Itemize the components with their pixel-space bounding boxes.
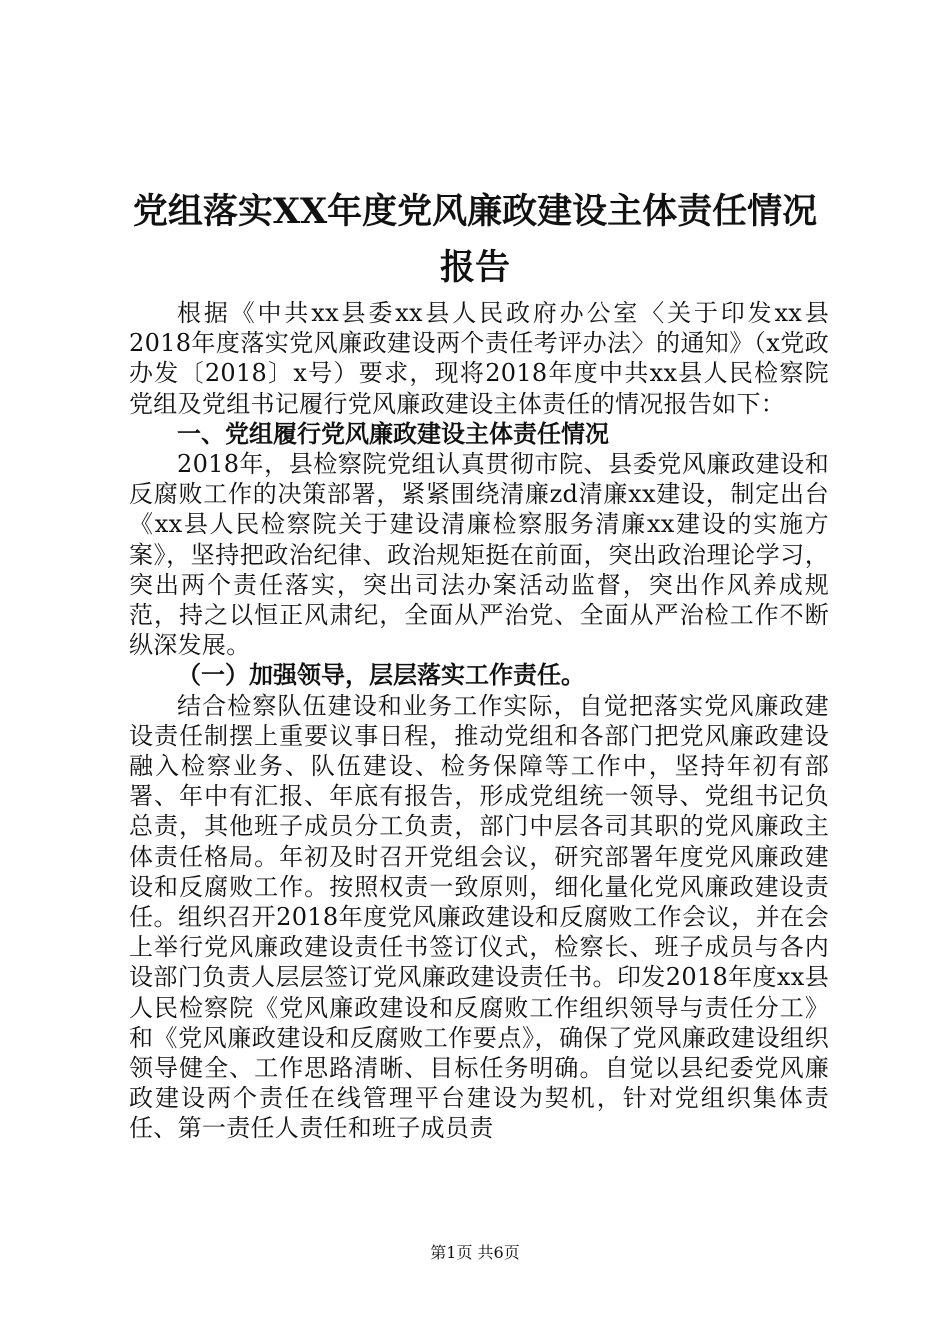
document-body <box>129 298 829 1144</box>
intro-paragraph: 根据《中共xx县委xx县人民政府办公室〈关于印发xx县2018年度落实党风廉政建设两个责任考评办法〉的通知》（x党政办发〔2018〕x号）要求，现将2018年度中共xx县人民检察院党组及党组书记履行党风廉政建设主体责任的情况报告如下： <box>129 299 829 418</box>
subsection-paragraph: 结合检察队伍建设和业务工作实际，自觉把落实党风廉政建设责任制摆上重要议事日程，推动党组和各部门把党风廉政建设融入检察业务、队伍建设、检务保障等工作中，坚持年初有部署、年中有汇报、年底有报告，形成党组统一领导、党组书记负总责，其他班子成员分工负责，部门中层各司其职的党风廉政主体责任格局。年初及时召开党组会议，研究部署年度党风廉政建设和反腐败工作。按照权责一致原则，细化量化党风廉政建设责任。组织召开2018年度党风廉政建设和反腐败工作会议，并在会上举行党风廉政建设责任书签订仪式，检察长、班子成员与各内设部门负责人层层签订党风廉政建设责任书。印发2018年度xx县人民检察院《党风廉政建设和反腐败工作组织领导与责任分工》和《党风廉政建设和反腐败工作要点》，确保了党风廉政建设组织领导健全、工作思路清晰、目标任务明确。自觉以县纪委党风廉政建设两个责任在线管理平台建设为契机，针对党组织集体责任、第一责任人责任和班子成员责 <box>129 691 829 1143</box>
subsection-heading: （一）加强领导，层层落实工作责任。 <box>177 661 585 690</box>
section-paragraph: 2018年，县检察院党组认真贯彻市院、县委党风廉政建设和反腐败工作的决策部署，紧紧围绕清廉zd清廉xx建设，制定出台《xx县人民检察院关于建设清廉检察服务清廉xx建设的实施方案》，坚持把政治纪律、政治规矩挺在前面，突出政治理论学习，突出两个责任落实，突出司法办案活动监督，突出作风养成规范，持之以恒正风肃纪，全面从严治党、全面从严治检工作不断纵深发展。 <box>129 450 829 660</box>
document-title-line1: 党组落实XX年度党风廉政建设主体责任情况 <box>132 191 818 232</box>
page-footer: 第1页 共6页 <box>430 1243 520 1262</box>
section-heading: 一、党组履行党风廉政建设主体责任情况 <box>177 419 609 448</box>
document-title-line2: 报告 <box>439 247 510 288</box>
